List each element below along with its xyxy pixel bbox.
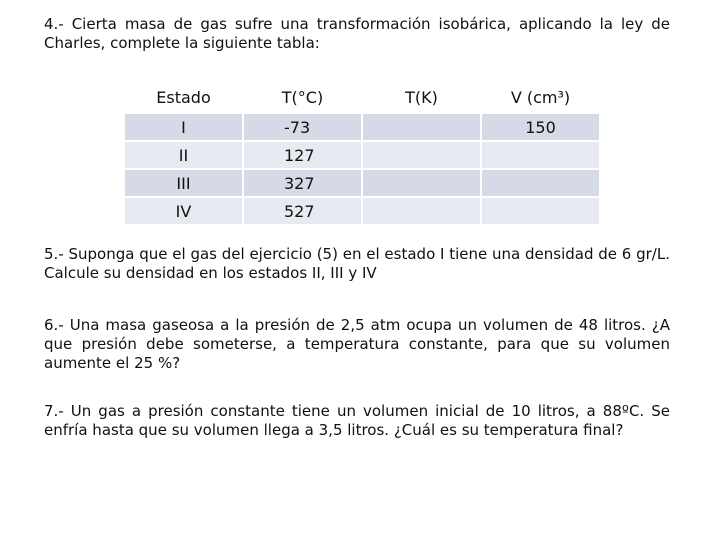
table-row — [125, 198, 599, 224]
problem-7-text: 7.- Un gas a presión constante tiene un volumen inicial de 10 litros, a 88ºC. Se enfría hasta que su volumen llega a 3,5 litros. ¿Cuál es su temperatura final? — [44, 402, 670, 439]
cell-temp-celsius: 327 — [244, 170, 361, 196]
charles-law-table — [123, 80, 601, 226]
problem-6-text: 6.- Una masa gaseosa a la presión de 2,5 atm ocupa un volumen de 48 litros. ¿A que presión debe someterse, a temperatura constante, para que su volumen aumente el 25 %? — [44, 316, 670, 372]
header-temp-kelvin: T(K) — [363, 82, 480, 112]
cell-estado: IV — [125, 198, 242, 224]
cell-volume — [482, 142, 599, 168]
header-estado: Estado — [125, 82, 242, 112]
header-volume: V (cm³) — [482, 82, 599, 112]
table-row — [125, 142, 599, 168]
header-temp-celsius: T(°C) — [244, 82, 361, 112]
cell-temp-kelvin — [363, 114, 480, 140]
cell-volume — [482, 198, 599, 224]
cell-estado: III — [125, 170, 242, 196]
cell-temp-celsius: -73 — [244, 114, 361, 140]
cell-temp-kelvin — [363, 198, 480, 224]
cell-temp-celsius: 527 — [244, 198, 361, 224]
cell-volume — [482, 170, 599, 196]
cell-estado: I — [125, 114, 242, 140]
cell-estado: II — [125, 142, 242, 168]
table-row — [125, 170, 599, 196]
cell-volume: 150 — [482, 114, 599, 140]
problem-5-text: 5.- Suponga que el gas del ejercicio (5) en el estado I tiene una densidad de 6 gr/L. Calcule su densidad en los estados II, III y IV — [44, 245, 670, 282]
problem-4-text: 4.- Cierta masa de gas sufre una transformación isobárica, aplicando la ley de Charles, complete la siguiente tabla: — [44, 15, 670, 52]
cell-temp-kelvin — [363, 142, 480, 168]
table-row — [125, 114, 599, 140]
table-header-row — [125, 82, 599, 112]
cell-temp-kelvin — [363, 170, 480, 196]
cell-temp-celsius: 127 — [244, 142, 361, 168]
